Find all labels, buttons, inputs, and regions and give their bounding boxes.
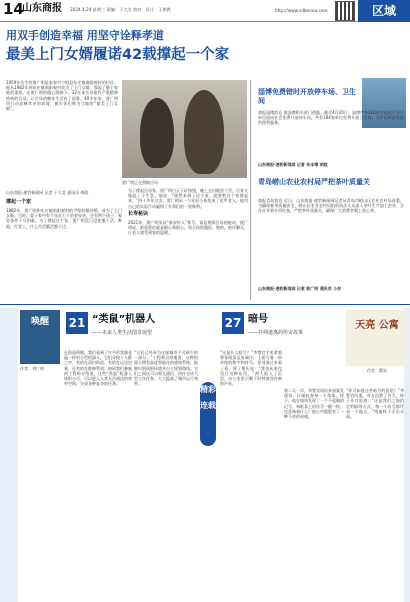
photo-person-man (184, 90, 224, 174)
story21-text-a: 在街道两侧，我们看到了许多形状像老鼠一样的小型机器人。它们穿梭于人群之中，有的在清扫街道，有的在运送包裹，还有的在维修管道。陪同我们参观的工程师介绍说，这些“类鼠”机器人体积小巧，可以进入人类无法到达的狭窄空间，完成各种复杂的任务。 (64, 350, 132, 387)
header-meta: 2024.4.24 星期三 责编：于大北 校对：设计：王善教 (70, 7, 171, 12)
story21-title: “类鼠”机器人 (92, 314, 156, 325)
serial-ornament: 精彩连载 (200, 382, 216, 446)
section-label: 区域 (358, 0, 410, 22)
main-photo (122, 80, 247, 178)
section2-text: 为了撑起岳母家，贾广明白天下矿挣钱，晚上去田地里干活，后来又做起了小生意。他说：“既然来到了这个家，就要把这个家撑起来。”四十多年过去，贾广明从一个年轻小伙变成了花甲老人，他用自己的实际行动赢得了乡邻们的一致称赞。 (128, 188, 248, 209)
book-author: 作者：刘广明 (20, 366, 44, 371)
story27-text-a: “这是什么暗号？”李警官手里拿着那张纸条反复端详，上面写着一串奇怪的数字和符号。老刘凑过来看了看，摇了摇头说：“我也从来没见过这种东西。”两人陷入了沉思，办公室里只剩下时钟滴答作响的声音。 (220, 350, 282, 387)
side-story1-title: 淄博免费错时开放停车场、卫生间 (258, 88, 356, 105)
section1-text: 1982年，贾广明和东庄镇南阳观村的尹家姑娘结婚，成为了上门女婿。当时，妻子家中有个年近七十的老母亲，还有两个孩子，家里条件十分困难。为了撑起这个家，贾广明没日没夜地干活，种地、打零工，什么苦活累活都干过。 (6, 208, 122, 229)
story21-number: 21 (66, 312, 88, 334)
section-rule (0, 304, 410, 305)
story21-text-b: “它们已经成为这座城市不可缺少的一部分。”工程师自豪地说。这种机器人拥有高度智能化的感知系统，能够识别周围环境并自主规划路线。它们之间还可以相互通信、协作完成大型工作任务，大大提高了城市运行效率。 (134, 350, 198, 387)
section2-text2: 2021年，贾广明荣获“泰安好人”称号。谈起照顾岳母的秘诀，贾广明说，最重要的就是耐心和细心，每天按时做饭、喂药、陪伴聊天，让老人感受到家的温暖。 (128, 220, 248, 236)
right-banner-author: 作者：瞿驭 (367, 368, 387, 373)
qr-code-icon (335, 1, 355, 21)
photo-caption: 贾广明正在照顾岳母 (122, 180, 158, 185)
lead-paragraph: 1959年出生的贾广明是泰安市宁阳县东庄镇南阳观村的村民。他从1982年到东庄镇南阳观村成为了上门女婿，那起了整个家庭的重担。在贾广明的精心照顾下，32年来岳母患有严重精神疾病的岳母，让岳母的晚年生活有了依靠。40多年来，贾广明用行动诠释孝亲的真谛，被乡邻们称为当地的“最美上门女婿”。 (6, 80, 118, 112)
section1-subhead: 撑起一个家 (6, 199, 32, 205)
website-url: http://www.sdbenxw.com (275, 8, 328, 13)
side-story1-body: 商报淄博消息 据淄博相关部门透露，截至4月20日，淄博市共226家党政机关事业单位面向社会免费开放停车场，共有184家单位免费开放卫生间，为市民和游客提供便利服务。 (258, 110, 404, 126)
right-banner-title: 天亮 公寓 (346, 310, 408, 366)
page-number: 14 (3, 0, 24, 18)
section2-subhead: 长寿秘诀 (128, 210, 149, 217)
photo-person-elder (140, 98, 174, 168)
lead-byline: 山东商报·速豹新闻网 记者 于大北 通讯员 胡政 (6, 190, 89, 195)
story27-title: 暗号 (248, 314, 268, 325)
side-story1-byline: 山东商报·速豹新闻网 记者 朱本增 胡政 (258, 162, 328, 167)
side-story2-byline: 山东商报·速豹新闻网 记者 耿广明 通讯员 小东 (258, 286, 342, 291)
headline-main: 最美上门女婿履诺42载撑起一个家 (6, 47, 230, 63)
side-story2-title: 青岛崂山农业农村局严把茶叶质量关 (258, 178, 370, 186)
page-header (0, 0, 410, 22)
paper-name: 山东商报 (22, 3, 62, 14)
story21-subtitle: ——未来人类生活图景展望 (92, 330, 153, 336)
headline-kicker: 用双手创造幸福 用坚守诠释孝道 (6, 29, 164, 42)
story27-subtitle: ——扑朔迷离的传奇故事 (248, 330, 304, 336)
book-cover-image: 唤醒 (20, 310, 60, 364)
side-story2-body: 商报青岛消息 近日，山东商报·速豹新闻网记者从青岛市崂山区农业农村局获悉，为确保春茶质量安全，崂山区农业农村局组织执法人员深入茶叶生产加工企业、合作社开展专项检查，严把茶叶质量关，确保广大消费者喝上放心茶。 (258, 198, 404, 214)
section2-column (128, 188, 248, 300)
story27-number: 27 (222, 312, 244, 334)
story27-text-c: “你可知道这些暗号的意思？”李警官问道。对方沉默了许久，终于开口说道：“这是我们之间约定的联络方式，每一个符号都代表一个地点。”线索终于浮出水面。 (346, 388, 404, 420)
left-margin-strip (0, 308, 18, 602)
column-divider (250, 80, 251, 300)
story27-text-b: 第二天一早，李警官再次来到案发现场，仔细检查每一个角落。终于，他在墙角发现了一个不起眼的记号，和纸条上的符号一模一样。这意味着什么？他心中隐隐有了一种不祥的预感。 (284, 388, 344, 420)
